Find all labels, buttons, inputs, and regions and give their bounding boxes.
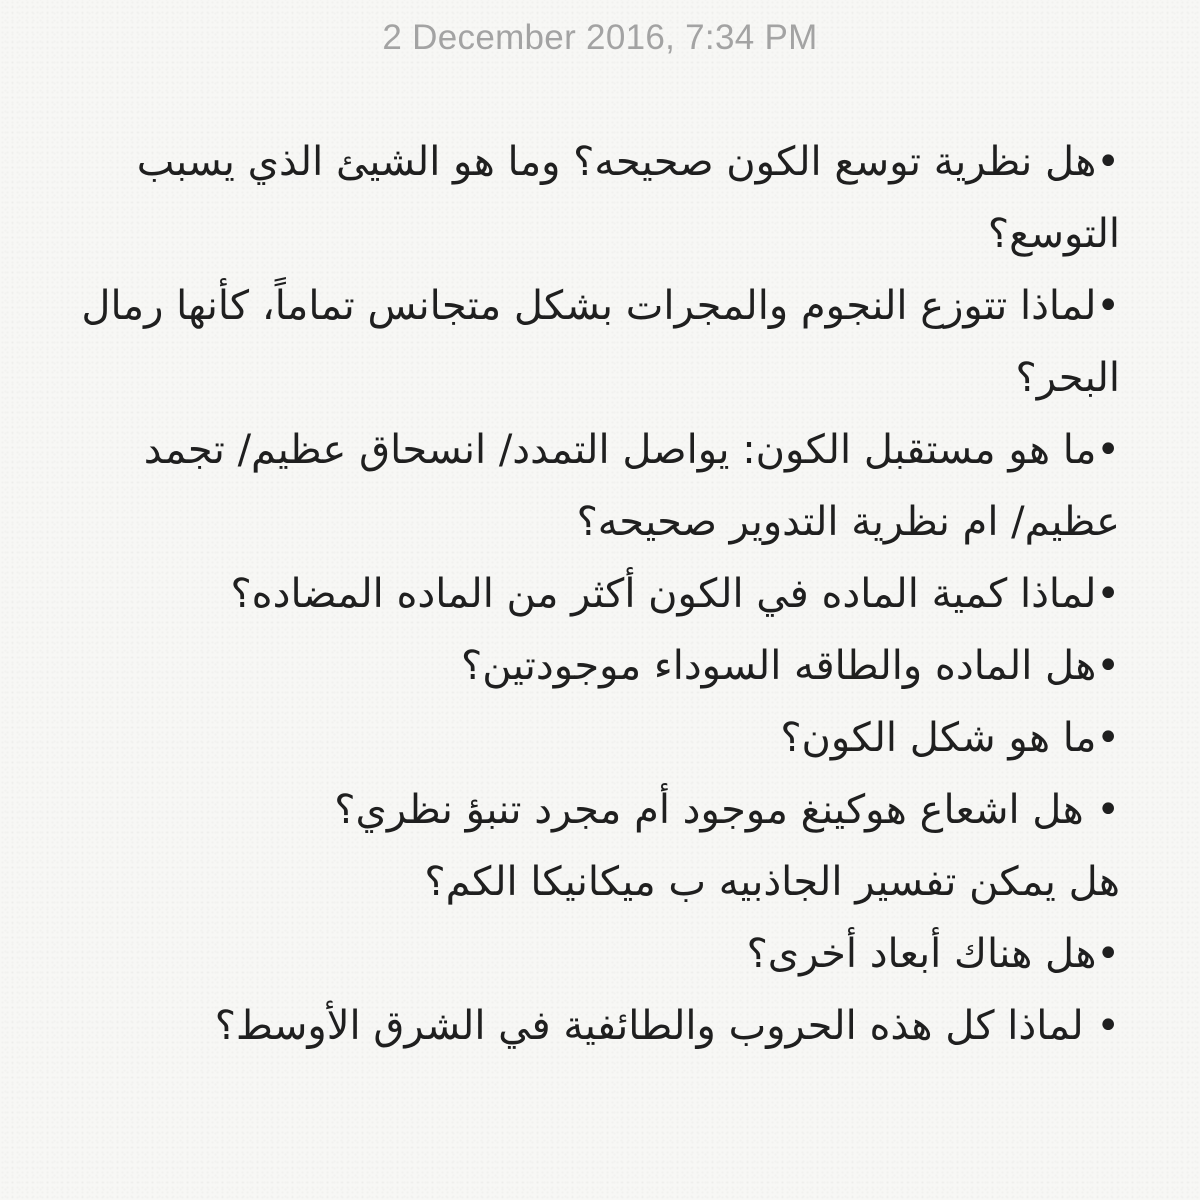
note-line-10: • لماذا كل هذه الحروب والطائفية في الشرق الأوسط؟ — [214, 1003, 1120, 1049]
note-line-2: •لماذا تتوزع النجوم والمجرات بشكل متجانس تماماً، كأنها رمال البحر؟ — [81, 283, 1120, 401]
note-line-5: •هل الماده والطاقه السوداء موجودتين؟ — [461, 643, 1120, 689]
note-line-1: •هل نظرية توسع الكون صحيحه؟ وما هو الشيئ الذي يسبب التوسع؟ — [136, 139, 1120, 257]
note-line-8: هل يمكن تفسير الجاذبيه ب ميكانيكا الكم؟ — [424, 859, 1120, 905]
note-body[interactable] — [80, 126, 1120, 1062]
note-line-9: •هل هناك أبعاد أخرى؟ — [746, 931, 1120, 977]
note-line-4: •لماذا كمية الماده في الكون أكثر من الماده المضاده؟ — [230, 571, 1120, 617]
note-line-3: •ما هو مستقبل الكون: يواصل التمدد/ انسحاق عظيم/ تجمد عظيم/ ام نظرية التدوير صحيحه؟ — [143, 427, 1120, 545]
note-line-7: • هل اشعاع هوكينغ موجود أم مجرد تنبؤ نظري؟ — [334, 787, 1120, 833]
note-timestamp: 2 December 2016, 7:34 PM — [382, 18, 818, 57]
note-line-6: •ما هو شكل الكون؟ — [780, 715, 1120, 761]
